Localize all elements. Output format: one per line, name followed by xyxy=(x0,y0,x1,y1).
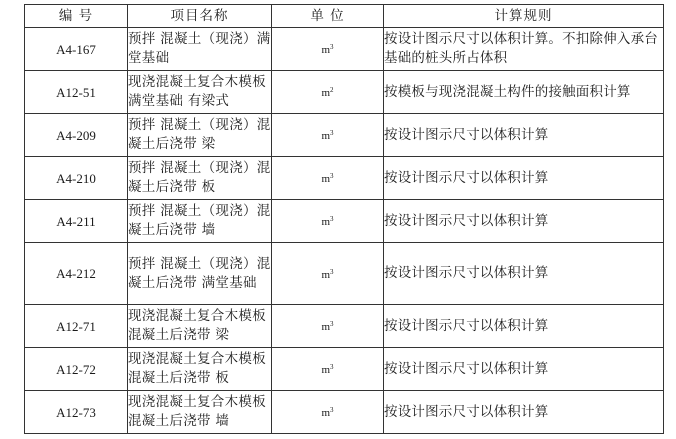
header-calculation-rule: 计算规则 xyxy=(384,5,664,28)
row-item-name: 预拌 混凝土（现浇）混凝土后浇带 满堂基础 xyxy=(128,243,272,305)
header-item-name: 项目名称 xyxy=(128,5,272,28)
row-item-name: 预拌 混凝土（现浇）满堂基础 xyxy=(128,28,272,71)
row-code: A12-51 xyxy=(25,71,128,114)
row-item-name: 预拌 混凝土（现浇）混凝土后浇带 墙 xyxy=(128,200,272,243)
row-code: A4-211 xyxy=(25,200,128,243)
unit-exponent: 3 xyxy=(330,172,334,180)
row-calculation-rule: 按设计图示尺寸以体积计算 xyxy=(384,157,664,200)
row-calculation-rule: 按设计图示尺寸以体积计算 xyxy=(384,200,664,243)
row-item-name: 预拌 混凝土（现浇）混凝土后浇带 板 xyxy=(128,157,272,200)
unit-base: m xyxy=(321,268,331,281)
row-code: A4-212 xyxy=(25,243,128,305)
row-code: A4-210 xyxy=(25,157,128,200)
row-unit xyxy=(272,71,384,114)
row-unit xyxy=(272,391,384,434)
unit-exponent: 3 xyxy=(330,267,334,276)
header-code: 编 号 xyxy=(25,5,128,28)
row-item-name: 预拌 混凝土（现浇）混凝土后浇带 梁 xyxy=(128,114,272,157)
table-row xyxy=(25,28,664,71)
unit-base: m xyxy=(321,364,331,376)
table-row xyxy=(25,348,664,391)
unit-exponent: 3 xyxy=(330,43,334,51)
table-row xyxy=(25,114,664,157)
row-unit xyxy=(272,348,384,391)
row-unit xyxy=(272,200,384,243)
unit-base: m xyxy=(321,407,331,419)
table-row xyxy=(25,157,664,200)
unit-exponent: 3 xyxy=(330,215,334,223)
row-calculation-rule: 按设计图示尺寸以体积计算 xyxy=(384,305,664,348)
row-code: A12-73 xyxy=(25,391,128,434)
row-code: A4-209 xyxy=(25,114,128,157)
table-row xyxy=(25,305,664,348)
header-unit: 单 位 xyxy=(272,5,384,28)
table-row xyxy=(25,200,664,243)
row-item-name: 现浇混凝土复合木模板 满堂基础 有梁式 xyxy=(128,71,272,114)
unit-exponent: 3 xyxy=(330,406,334,414)
row-code: A12-72 xyxy=(25,348,128,391)
row-code: A4-167 xyxy=(25,28,128,71)
row-calculation-rule: 按设计图示尺寸以体积计算 xyxy=(384,391,664,434)
row-code: A12-71 xyxy=(25,305,128,348)
unit-base: m xyxy=(321,130,331,142)
row-calculation-rule: 按设计图示尺寸以体积计算 xyxy=(384,243,664,305)
table-row xyxy=(25,71,664,114)
unit-exponent: 3 xyxy=(330,129,334,137)
row-unit xyxy=(272,114,384,157)
row-item-name: 现浇混凝土复合木模板 混凝土后浇带 墙 xyxy=(128,391,272,434)
row-calculation-rule: 按模板与现浇混凝土构件的接触面积计算 xyxy=(384,71,664,114)
unit-base: m xyxy=(321,321,331,333)
calculation-rules-table xyxy=(24,4,664,434)
row-item-name: 现浇混凝土复合木模板 混凝土后浇带 板 xyxy=(128,348,272,391)
unit-base: m xyxy=(321,216,331,228)
unit-exponent: 3 xyxy=(330,363,334,371)
unit-base: m xyxy=(321,87,331,99)
row-calculation-rule: 按设计图示尺寸以体积计算 xyxy=(384,348,664,391)
row-calculation-rule: 按设计图示尺寸以体积计算。不扣除伸入承台基础的桩头所占体积 xyxy=(384,28,664,71)
unit-exponent: 2 xyxy=(330,86,334,94)
unit-base: m xyxy=(321,44,331,56)
unit-exponent: 3 xyxy=(330,320,334,328)
table-row xyxy=(25,243,664,305)
row-unit xyxy=(272,243,384,305)
unit-base: m xyxy=(321,173,331,185)
table-row xyxy=(25,391,664,434)
row-unit xyxy=(272,305,384,348)
row-item-name: 现浇混凝土复合木模板 混凝土后浇带 梁 xyxy=(128,305,272,348)
row-unit xyxy=(272,28,384,71)
table-header-row xyxy=(25,5,664,28)
row-unit xyxy=(272,157,384,200)
row-calculation-rule: 按设计图示尺寸以体积计算 xyxy=(384,114,664,157)
